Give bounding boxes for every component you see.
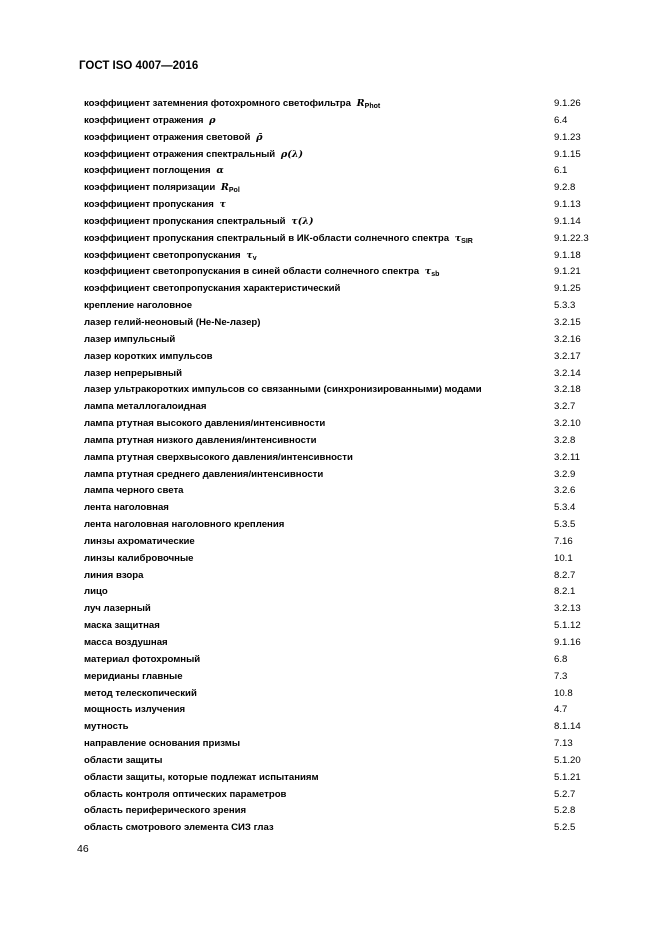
term-symbol: τ: [424, 266, 432, 278]
section-reference: 3.2.15: [554, 316, 581, 328]
term-text: линзы ахроматические: [84, 535, 195, 547]
index-entry: [84, 96, 604, 113]
term-text: лицо: [84, 586, 108, 598]
term-text: мутность: [84, 721, 129, 733]
index-term: [84, 500, 169, 517]
index-entry: [84, 197, 604, 214]
index-term: [84, 803, 246, 820]
section-reference: 3.2.9: [554, 468, 576, 480]
index-entry: [84, 332, 604, 349]
term-text: область периферического зрения: [84, 805, 247, 817]
index-term: [84, 382, 482, 399]
term-text: коэффициент пропускания: [84, 199, 217, 211]
index-entry: [84, 231, 604, 248]
index-term: [84, 736, 240, 753]
index-entries: [84, 96, 604, 837]
index-entry: [84, 669, 604, 686]
index-term: [84, 719, 129, 736]
term-text: коэффициент отражения спектральный: [84, 148, 278, 160]
term-symbol: R: [220, 182, 229, 194]
term-text: лампа ртутная низкого давления/интенсивности: [84, 434, 317, 446]
section-reference: 9.1.25: [554, 283, 581, 295]
index-entry: [84, 416, 604, 433]
term-text: лампа ртутная среднего давления/интенсивности: [84, 468, 324, 480]
index-entry: [84, 467, 604, 484]
section-reference: 3.2.8: [554, 434, 576, 446]
term-text: лазер гелий-неоновый (He-Ne-лазер): [84, 316, 261, 328]
term-text: коэффициент пропускания спектральный в ИК-области солнечного спектра: [84, 232, 452, 244]
section-reference: 3.2.17: [554, 350, 581, 362]
index-term: [84, 770, 319, 787]
index-entry: [84, 686, 604, 703]
term-text: лазер коротких импульсов: [84, 350, 213, 362]
index-entry: [84, 702, 604, 719]
index-term: [84, 147, 303, 164]
index-entry: [84, 433, 604, 450]
term-symbol: τ: [454, 232, 462, 244]
section-reference: 8.2.1: [554, 586, 576, 598]
term-text: луч лазерный: [84, 603, 151, 615]
section-reference: 5.2.8: [554, 805, 576, 817]
index-term: [84, 483, 184, 500]
section-reference: 3.2.7: [554, 401, 576, 413]
section-reference: 9.1.22.3: [554, 232, 589, 244]
index-term: [84, 568, 143, 585]
section-reference: 10.1: [554, 552, 573, 564]
section-reference: 9.1.14: [554, 215, 581, 227]
index-entry: [84, 382, 604, 399]
index-term: [84, 467, 323, 484]
index-term: [84, 618, 160, 635]
index-term: [84, 433, 317, 450]
index-entry: [84, 315, 604, 332]
term-symbol-subscript: Phot: [364, 103, 381, 110]
index-term: [84, 702, 185, 719]
term-text: области защиты: [84, 754, 163, 766]
term-text: коэффициент отражения световой: [84, 131, 254, 143]
term-symbol: ρ(λ): [280, 148, 304, 160]
section-reference: 9.1.21: [554, 266, 581, 278]
index-entry: [84, 517, 604, 534]
index-entry: [84, 264, 604, 281]
section-reference: 5.3.5: [554, 519, 576, 531]
section-reference: 7.13: [554, 738, 573, 750]
section-reference: 10.8: [554, 687, 573, 699]
index-term: [84, 517, 284, 534]
term-text: масса воздушная: [84, 637, 168, 648]
index-entry: [84, 534, 604, 551]
index-term: [84, 753, 162, 770]
index-entry: [84, 753, 604, 770]
index-term: [84, 315, 260, 332]
index-term: [84, 231, 473, 248]
index-entry: [84, 399, 604, 416]
index-term: [84, 787, 286, 804]
term-symbol: τ(λ): [291, 215, 314, 227]
term-text: коэффициент светопропускания характеристический: [84, 283, 341, 295]
index-entry: [84, 163, 604, 180]
index-entry: [84, 180, 604, 197]
term-symbol: τ: [219, 199, 226, 211]
index-term: [84, 298, 192, 315]
index-term: [84, 416, 325, 433]
index-term: [84, 534, 195, 551]
term-text: мощность излучения: [84, 704, 186, 716]
term-text: линзы калибровочные: [84, 552, 194, 564]
index-entry: [84, 366, 604, 383]
term-text: лампа металлогалоидная: [84, 401, 207, 413]
index-entry: [84, 719, 604, 736]
index-entry: [84, 770, 604, 787]
index-entry: [84, 736, 604, 753]
section-reference: 5.1.12: [554, 620, 581, 632]
index-term: [84, 113, 216, 130]
index-entry: [84, 450, 604, 467]
document-header: ГОСТ ISO 4007—2016: [79, 60, 199, 72]
term-symbol-subscript: sb: [431, 271, 440, 279]
section-reference: 5.1.20: [554, 754, 581, 766]
index-term: [84, 669, 183, 686]
index-entry: [84, 601, 604, 618]
term-text: коэффициент пропускания спектральный: [84, 215, 289, 227]
section-reference: 5.1.21: [554, 771, 581, 783]
index-entry: [84, 787, 604, 804]
section-reference: 7.3: [554, 670, 568, 682]
index-term: [84, 281, 340, 298]
section-reference: 3.2.11: [554, 451, 580, 463]
index-term: [84, 214, 314, 231]
term-text: метод телескопический: [84, 687, 197, 699]
index-entry: [84, 483, 604, 500]
section-reference: 5.3.4: [554, 502, 576, 514]
section-reference: 6.8: [554, 653, 568, 665]
term-text: области защиты, которые подлежат испытаниям: [84, 771, 319, 783]
term-text: крепление наголовное: [84, 300, 193, 312]
index-entry: [84, 349, 604, 366]
index-term: [84, 686, 197, 703]
index-entry: [84, 652, 604, 669]
index-entry: [84, 298, 604, 315]
term-text: материал фотохромный: [84, 653, 201, 665]
index-term: [84, 820, 274, 837]
term-text: область смотрового элемента СИЗ глаз: [84, 822, 274, 834]
index-term: [84, 551, 193, 568]
section-reference: 8.2.7: [554, 569, 576, 581]
term-text: маска защитная: [84, 620, 160, 632]
section-reference: 8.1.14: [554, 721, 581, 733]
term-symbol: ρ: [209, 114, 216, 126]
section-reference: 6.4: [554, 114, 568, 126]
index-entry: [84, 281, 604, 298]
index-entry: [84, 214, 604, 231]
section-reference: 9.1.18: [554, 249, 581, 261]
index-term: [84, 180, 240, 197]
index-entry: [84, 820, 604, 837]
section-reference: 9.1.26: [554, 98, 581, 109]
section-reference: 7.16: [554, 535, 573, 547]
index-entry: [84, 568, 604, 585]
term-text: меридианы главные: [84, 670, 183, 682]
index-entry: [84, 113, 604, 130]
index-entry: [84, 130, 604, 147]
term-text: коэффициент поляризации: [84, 182, 218, 194]
term-text: лампа ртутная высокого давления/интенсивности: [84, 418, 326, 430]
section-reference: 5.2.5: [554, 822, 576, 834]
term-text: лазер ультракоротких импульсов со связанными (синхронизированными) модами: [84, 384, 482, 396]
index-term: [84, 349, 213, 366]
term-text: лента наголовная: [84, 502, 169, 514]
section-reference: 4.7: [554, 704, 568, 716]
section-reference: 3.2.6: [554, 485, 576, 497]
term-text: линия взора: [84, 569, 144, 581]
index-entry: [84, 551, 604, 568]
section-reference: 9.1.15: [554, 148, 581, 160]
section-reference: 3.2.18: [554, 384, 581, 396]
index-entry: [84, 248, 604, 265]
index-term: [84, 366, 182, 383]
term-text: направление основания призмы: [84, 738, 241, 750]
index-term: [84, 450, 353, 467]
term-text: коэффициент светопропускания в синей области солнечного спектра: [84, 266, 422, 278]
term-text: коэффициент светопропускания: [84, 249, 244, 261]
term-text: область контроля оптических параметров: [84, 788, 287, 800]
section-reference: 9.1.23: [554, 131, 581, 143]
section-reference: 3.2.14: [554, 367, 581, 379]
index-entry: [84, 584, 604, 601]
term-symbol-subscript: v: [252, 254, 257, 262]
section-reference: 3.2.10: [554, 418, 581, 430]
section-reference: 3.2.13: [554, 603, 581, 615]
section-reference: 9.1.16: [554, 637, 581, 648]
index-entry: [84, 147, 604, 164]
term-text: коэффициент поглощения: [84, 165, 214, 177]
term-text: лампа черного света: [84, 485, 184, 497]
term-symbol: τ: [246, 249, 253, 261]
index-term: [84, 96, 380, 113]
index-term: [84, 130, 263, 147]
term-text: коэффициент отражения: [84, 114, 207, 126]
index-term: [84, 197, 226, 214]
index-term: [84, 601, 151, 618]
term-symbol-subscript: Pol: [228, 187, 240, 195]
term-text: коэффициент затемнения фотохромного светофильтра: [84, 98, 354, 109]
index-entry: [84, 500, 604, 517]
index-term: [84, 652, 200, 669]
index-term: [84, 399, 206, 416]
term-text: лента наголовная наголовного крепления: [84, 519, 285, 531]
term-text: лазер импульсный: [84, 333, 176, 345]
section-reference: 3.2.16: [554, 333, 581, 345]
index-term: [84, 163, 224, 180]
index-term: [84, 635, 168, 652]
term-symbol: R: [356, 98, 365, 109]
section-reference: 5.2.7: [554, 788, 576, 800]
index-term: [84, 248, 257, 265]
term-symbol: α: [216, 165, 224, 177]
section-reference: 5.3.3: [554, 300, 576, 312]
term-text: лазер непрерывный: [84, 367, 183, 379]
index-term: [84, 584, 108, 601]
index-entry: [84, 635, 604, 652]
section-reference: 9.2.8: [554, 182, 576, 194]
term-symbol-subscript: SIR: [461, 237, 473, 245]
index-entry: [84, 803, 604, 820]
section-reference: 9.1.13: [554, 199, 581, 211]
index-entry: [84, 618, 604, 635]
index-term: [84, 264, 439, 281]
section-reference: 6.1: [554, 165, 568, 177]
term-text: лампа ртутная сверхвысокого давления/интенсивности: [84, 451, 353, 463]
page-number: 46: [77, 843, 89, 855]
index-term: [84, 332, 175, 349]
term-symbol: ρ̄: [256, 131, 263, 143]
